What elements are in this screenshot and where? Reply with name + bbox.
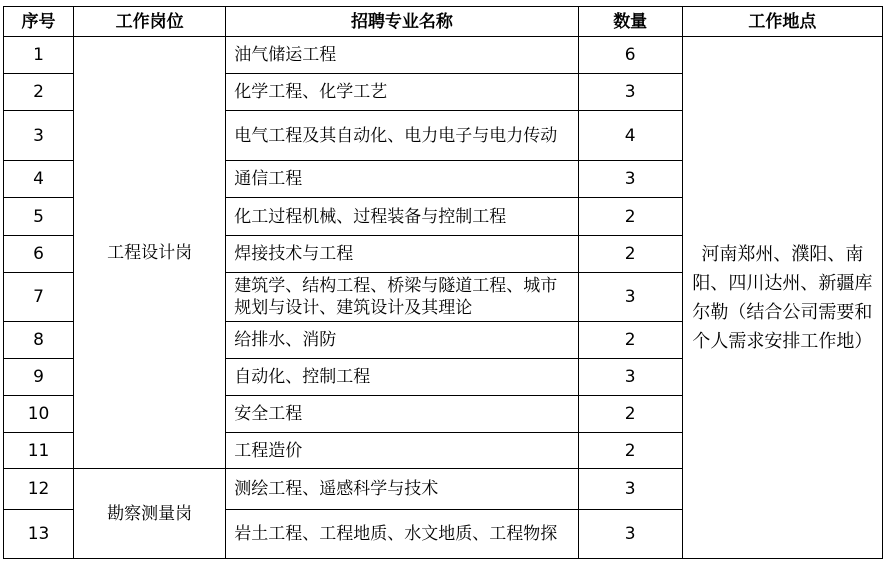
- row-count: 3: [578, 510, 682, 559]
- row-major: 化学工程、化学工艺: [226, 74, 578, 111]
- post-design: 工程设计岗: [74, 37, 226, 469]
- header-count: 数量: [578, 7, 682, 37]
- row-count: 3: [578, 469, 682, 510]
- row-major: 建筑学、结构工程、桥梁与隧道工程、城市规划与设计、建筑设计及其理论: [226, 273, 578, 322]
- row-major: 自动化、控制工程: [226, 359, 578, 396]
- row-no: 13: [4, 510, 74, 559]
- row-no: 8: [4, 322, 74, 359]
- row-count: 2: [578, 236, 682, 273]
- row-no: 12: [4, 469, 74, 510]
- row-no: 1: [4, 37, 74, 74]
- row-count: 3: [578, 74, 682, 111]
- row-major: 安全工程: [226, 396, 578, 433]
- row-count: 2: [578, 433, 682, 469]
- recruitment-table: [3, 6, 883, 559]
- row-no: 5: [4, 198, 74, 236]
- header-major: 招聘专业名称: [226, 7, 578, 37]
- row-major: 化工过程机械、过程装备与控制工程: [226, 198, 578, 236]
- table-row: [4, 37, 883, 74]
- row-count: 3: [578, 161, 682, 198]
- work-location: 河南郑州、濮阳、南阳、四川达州、新疆库尔勒（结合公司需要和个人需求安排工作地）: [682, 37, 882, 559]
- row-no: 6: [4, 236, 74, 273]
- row-major: 焊接技术与工程: [226, 236, 578, 273]
- row-count: 3: [578, 273, 682, 322]
- row-count: 2: [578, 198, 682, 236]
- row-major: 工程造价: [226, 433, 578, 469]
- post-survey: 勘察测量岗: [74, 469, 226, 559]
- row-no: 10: [4, 396, 74, 433]
- row-no: 9: [4, 359, 74, 396]
- header-no: 序号: [4, 7, 74, 37]
- row-no: 11: [4, 433, 74, 469]
- row-count: 4: [578, 111, 682, 161]
- row-count: 6: [578, 37, 682, 74]
- row-major: 电气工程及其自动化、电力电子与电力传动: [226, 111, 578, 161]
- row-no: 2: [4, 74, 74, 111]
- row-count: 2: [578, 396, 682, 433]
- row-no: 4: [4, 161, 74, 198]
- row-major: 通信工程: [226, 161, 578, 198]
- row-count: 3: [578, 359, 682, 396]
- header-location: 工作地点: [682, 7, 882, 37]
- row-major: 岩土工程、工程地质、水文地质、工程物探: [226, 510, 578, 559]
- row-major: 给排水、消防: [226, 322, 578, 359]
- row-no: 7: [4, 273, 74, 322]
- header-post: 工作岗位: [74, 7, 226, 37]
- row-major: 测绘工程、遥感科学与技术: [226, 469, 578, 510]
- row-major: 油气储运工程: [226, 37, 578, 74]
- row-no: 3: [4, 111, 74, 161]
- row-count: 2: [578, 322, 682, 359]
- header-row: [4, 7, 883, 37]
